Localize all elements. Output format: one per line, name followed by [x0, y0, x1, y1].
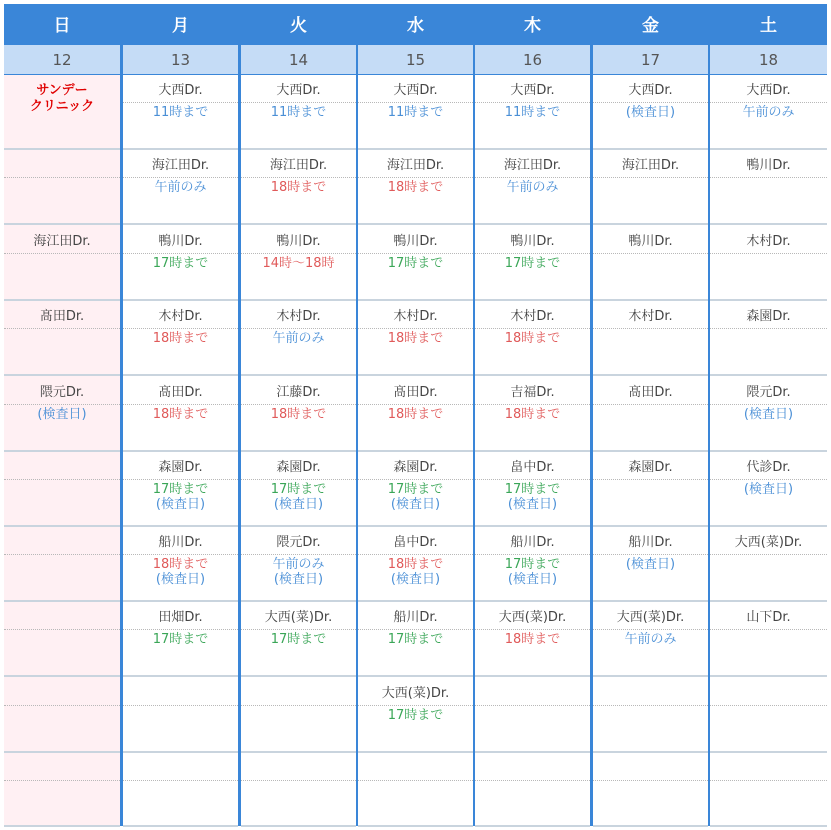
slot-notes [358, 331, 473, 346]
schedule-note: 17時まで [387, 482, 444, 497]
slot-notes [358, 256, 473, 271]
schedule-note: 18時まで [152, 407, 209, 422]
schedule-note: 18時まで [387, 407, 444, 422]
schedule-note: 午前のみ [154, 180, 207, 195]
schedule-slot [241, 452, 356, 527]
doctor-name [4, 150, 120, 178]
doctor-name: 髙田Dr. [593, 377, 708, 405]
doctor-name: 大西Dr. [241, 75, 356, 103]
schedule-slot [241, 753, 356, 827]
date-cell: 15 [358, 45, 473, 74]
slot-notes [475, 632, 590, 647]
slot-notes [123, 256, 238, 271]
schedule-note: (検査日) [507, 572, 558, 587]
slot-notes [475, 256, 590, 271]
sunday-clinic-line: サンデー [36, 83, 88, 98]
doctor-name [475, 753, 590, 781]
doctor-name: 隈元Dr. [4, 377, 120, 405]
schedule-note: 18時まで [152, 331, 209, 346]
schedule-slot [593, 527, 708, 602]
schedule-note: 17時まで [270, 632, 327, 647]
schedule-note: (検査日) [273, 572, 324, 587]
schedule-note: 17時まで [504, 557, 561, 572]
doctor-name: 大西Dr. [358, 75, 473, 103]
weekday-header: 金 [593, 4, 708, 43]
weekday-header: 火 [241, 4, 356, 43]
schedule-note: 18時まで [387, 180, 444, 195]
slot-notes [358, 708, 473, 723]
schedule-note: 午前のみ [506, 180, 559, 195]
sunday-clinic-label [4, 83, 120, 115]
schedule-note: (検査日) [625, 557, 676, 572]
slot-notes [475, 105, 590, 120]
doctor-name [710, 678, 827, 706]
schedule-slot [710, 452, 827, 527]
schedule-slot [710, 527, 827, 602]
schedule-slot [593, 602, 708, 677]
schedule-note: (検査日) [155, 497, 206, 512]
schedule-slot [241, 75, 356, 150]
schedule-slot [710, 75, 827, 150]
doctor-name: 髙田Dr. [123, 377, 238, 405]
doctor-name: 鴨川Dr. [241, 226, 356, 254]
schedule-slot [475, 226, 590, 301]
slot-notes [710, 407, 827, 422]
doctor-name: 木村Dr. [475, 301, 590, 329]
schedule-slot [710, 753, 827, 827]
doctor-name: 木村Dr. [241, 301, 356, 329]
slot-notes [241, 632, 356, 647]
doctor-name: 鴨川Dr. [358, 226, 473, 254]
schedule-slot [593, 678, 708, 753]
schedule-slot [123, 753, 238, 827]
schedule-slot [593, 753, 708, 827]
slot-notes [123, 331, 238, 346]
schedule-note: 18時まで [504, 632, 561, 647]
schedule-slot [358, 753, 473, 827]
schedule-slot [475, 75, 590, 150]
slot-notes [593, 632, 708, 647]
schedule-slot [123, 301, 238, 376]
doctor-name: 木村Dr. [358, 301, 473, 329]
doctor-name: 海江田Dr. [241, 150, 356, 178]
date-cell: 17 [593, 45, 708, 74]
slot-notes [475, 482, 590, 512]
schedule-slot [710, 377, 827, 452]
date-cell: 13 [123, 45, 238, 74]
doctor-name: 畠中Dr. [358, 527, 473, 555]
schedule-note: (検査日) [273, 497, 324, 512]
slot-notes [358, 105, 473, 120]
schedule-slot [123, 602, 238, 677]
slot-notes [475, 180, 590, 195]
doctor-name [710, 753, 827, 781]
day-column [593, 4, 708, 826]
schedule-slot [4, 602, 120, 677]
schedule-note: 11時まで [270, 105, 327, 120]
schedule-note: (検査日) [390, 497, 441, 512]
doctor-name: 畠中Dr. [475, 452, 590, 480]
schedule-slot [4, 301, 120, 376]
doctor-name: 吉福Dr. [475, 377, 590, 405]
weekday-header: 日 [4, 4, 120, 43]
schedule-note: (検査日) [507, 497, 558, 512]
schedule-slot [4, 452, 120, 527]
schedule-note: 午前のみ [272, 331, 325, 346]
day-schedule [123, 75, 238, 826]
slot-notes [593, 105, 708, 120]
schedule-slot [358, 75, 473, 150]
doctor-name: 鴨川Dr. [710, 150, 827, 178]
schedule-note: 14時～18時 [262, 256, 335, 271]
schedule-note: (検査日) [390, 572, 441, 587]
schedule-slot [4, 150, 120, 225]
day-schedule [358, 75, 473, 826]
schedule-slot [4, 753, 120, 827]
day-schedule [241, 75, 356, 826]
doctor-name: 森園Dr. [241, 452, 356, 480]
slot-notes [358, 557, 473, 587]
doctor-name: 鴨川Dr. [123, 226, 238, 254]
schedule-slot [4, 75, 120, 150]
schedule-slot [241, 678, 356, 753]
doctor-name: 大西Dr. [475, 75, 590, 103]
schedule-slot [358, 452, 473, 527]
schedule-slot [241, 602, 356, 677]
schedule-note: 18時まで [387, 331, 444, 346]
doctor-name [4, 452, 120, 480]
slot-notes [123, 557, 238, 587]
day-column [241, 4, 356, 826]
schedule-slot [475, 452, 590, 527]
schedule-slot [710, 678, 827, 753]
slot-notes [123, 407, 238, 422]
slot-notes [241, 256, 356, 271]
doctor-name: 船川Dr. [358, 602, 473, 630]
schedule-slot [123, 150, 238, 225]
doctor-name: 海江田Dr. [123, 150, 238, 178]
doctor-name [4, 527, 120, 555]
schedule-note: 午前のみ [742, 105, 795, 120]
slot-notes [358, 632, 473, 647]
doctor-name: 髙田Dr. [4, 301, 120, 329]
slot-notes [241, 331, 356, 346]
schedule-note: 17時まで [504, 482, 561, 497]
schedule-note: (検査日) [743, 482, 794, 497]
schedule-slot [241, 226, 356, 301]
day-column [710, 4, 827, 826]
schedule-note: 18時まで [504, 407, 561, 422]
schedule-slot [123, 452, 238, 527]
schedule-slot [593, 377, 708, 452]
doctor-name: 大西(菜)Dr. [710, 527, 827, 555]
day-schedule [593, 75, 708, 826]
doctor-name: 隈元Dr. [241, 527, 356, 555]
weekday-header: 木 [475, 4, 590, 43]
slot-notes [123, 105, 238, 120]
doctor-name: 大西(菜)Dr. [241, 602, 356, 630]
schedule-slot [123, 226, 238, 301]
schedule-slot [710, 301, 827, 376]
doctor-name: 木村Dr. [710, 226, 827, 254]
slot-notes [4, 407, 120, 422]
schedule-slot [123, 527, 238, 602]
date-cell: 12 [4, 45, 120, 74]
doctor-schedule-calendar [4, 4, 827, 826]
doctor-name: 鴨川Dr. [593, 226, 708, 254]
schedule-note: 18時まで [270, 180, 327, 195]
day-schedule [710, 75, 827, 826]
doctor-name [4, 678, 120, 706]
doctor-name: 大西Dr. [123, 75, 238, 103]
schedule-slot [710, 150, 827, 225]
slot-notes [475, 331, 590, 346]
doctor-name: 海江田Dr. [475, 150, 590, 178]
doctor-name: 山下Dr. [710, 602, 827, 630]
schedule-slot [475, 301, 590, 376]
schedule-slot [358, 602, 473, 677]
schedule-slot [123, 75, 238, 150]
doctor-name: 髙田Dr. [358, 377, 473, 405]
date-cell: 16 [475, 45, 590, 74]
slot-notes [241, 407, 356, 422]
schedule-note: 17時まで [152, 632, 209, 647]
schedule-slot [475, 753, 590, 827]
doctor-name [593, 678, 708, 706]
schedule-slot [241, 150, 356, 225]
schedule-slot [475, 150, 590, 225]
doctor-name: 木村Dr. [593, 301, 708, 329]
schedule-slot [358, 150, 473, 225]
schedule-slot [241, 377, 356, 452]
weekday-header: 水 [358, 4, 473, 43]
schedule-note: 午前のみ [272, 557, 325, 572]
doctor-name [123, 753, 238, 781]
schedule-note: 17時まで [152, 256, 209, 271]
doctor-name: 船川Dr. [475, 527, 590, 555]
slot-notes [593, 557, 708, 572]
slot-notes [358, 180, 473, 195]
day-column [4, 4, 120, 826]
schedule-slot [475, 678, 590, 753]
schedule-slot [358, 226, 473, 301]
schedule-note: (検査日) [743, 407, 794, 422]
doctor-name: 大西(菜)Dr. [358, 678, 473, 706]
doctor-name: 代診Dr. [710, 452, 827, 480]
schedule-slot [710, 602, 827, 677]
schedule-slot [358, 377, 473, 452]
schedule-note: (検査日) [155, 572, 206, 587]
doctor-name: 鴨川Dr. [475, 226, 590, 254]
doctor-name: 森園Dr. [593, 452, 708, 480]
doctor-name [241, 753, 356, 781]
schedule-slot [475, 377, 590, 452]
doctor-name [593, 753, 708, 781]
doctor-name: 隈元Dr. [710, 377, 827, 405]
schedule-slot [593, 301, 708, 376]
slot-notes [241, 557, 356, 587]
doctor-name: 森園Dr. [710, 301, 827, 329]
doctor-name: 海江田Dr. [593, 150, 708, 178]
doctor-name: 海江田Dr. [358, 150, 473, 178]
schedule-slot [475, 527, 590, 602]
schedule-note: 午前のみ [624, 632, 677, 647]
doctor-name: 森園Dr. [123, 452, 238, 480]
slot-notes [358, 482, 473, 512]
doctor-name [4, 602, 120, 630]
schedule-note: 11時まで [504, 105, 561, 120]
schedule-slot [358, 301, 473, 376]
schedule-note: 11時まで [387, 105, 444, 120]
slot-notes [123, 180, 238, 195]
schedule-slot [4, 377, 120, 452]
schedule-note: 11時まで [152, 105, 209, 120]
doctor-name [475, 678, 590, 706]
doctor-name: 大西Dr. [593, 75, 708, 103]
schedule-slot [241, 301, 356, 376]
day-column [358, 4, 473, 826]
date-cell: 18 [710, 45, 827, 74]
day-schedule [4, 75, 120, 826]
schedule-slot [4, 527, 120, 602]
doctor-name: 江藤Dr. [241, 377, 356, 405]
schedule-slot [358, 678, 473, 753]
slot-notes [123, 632, 238, 647]
slot-notes [475, 557, 590, 587]
schedule-note: 17時まで [504, 256, 561, 271]
doctor-name: 船川Dr. [123, 527, 238, 555]
slot-notes [241, 180, 356, 195]
schedule-note: 17時まで [387, 708, 444, 723]
schedule-slot [123, 377, 238, 452]
doctor-name: 大西Dr. [710, 75, 827, 103]
slot-notes [241, 482, 356, 512]
schedule-note: 17時まで [270, 482, 327, 497]
slot-notes [241, 105, 356, 120]
schedule-note: 17時まで [387, 632, 444, 647]
schedule-slot [593, 452, 708, 527]
slot-notes [358, 407, 473, 422]
doctor-name [123, 678, 238, 706]
doctor-name: 海江田Dr. [4, 226, 120, 254]
schedule-note: 18時まで [504, 331, 561, 346]
doctor-name: 木村Dr. [123, 301, 238, 329]
schedule-slot [4, 678, 120, 753]
schedule-note: 18時まで [152, 557, 209, 572]
slot-notes [710, 105, 827, 120]
doctor-name: 大西(菜)Dr. [475, 602, 590, 630]
doctor-name [4, 753, 120, 781]
schedule-note: 18時まで [387, 557, 444, 572]
schedule-slot [593, 150, 708, 225]
day-column [123, 4, 238, 826]
slot-notes [710, 482, 827, 497]
schedule-note: 18時まで [270, 407, 327, 422]
schedule-slot [123, 678, 238, 753]
schedule-slot [593, 75, 708, 150]
schedule-note: (検査日) [37, 407, 87, 422]
schedule-slot [358, 527, 473, 602]
doctor-name: 船川Dr. [593, 527, 708, 555]
schedule-slot [241, 527, 356, 602]
slot-notes [123, 482, 238, 512]
sunday-clinic-line: クリニック [29, 99, 95, 114]
day-column [475, 4, 590, 826]
doctor-name [241, 678, 356, 706]
weekday-header: 土 [710, 4, 827, 43]
schedule-slot [4, 226, 120, 301]
doctor-name [358, 753, 473, 781]
date-cell: 14 [241, 45, 356, 74]
schedule-note: 17時まで [152, 482, 209, 497]
slot-notes [475, 407, 590, 422]
doctor-name: 田畑Dr. [123, 602, 238, 630]
weekday-header: 月 [123, 4, 238, 43]
day-schedule [475, 75, 590, 826]
schedule-slot [593, 226, 708, 301]
schedule-note: 17時まで [387, 256, 444, 271]
schedule-slot [475, 602, 590, 677]
doctor-name: 大西(菜)Dr. [593, 602, 708, 630]
schedule-note: (検査日) [625, 105, 676, 120]
schedule-slot [710, 226, 827, 301]
doctor-name: 森園Dr. [358, 452, 473, 480]
